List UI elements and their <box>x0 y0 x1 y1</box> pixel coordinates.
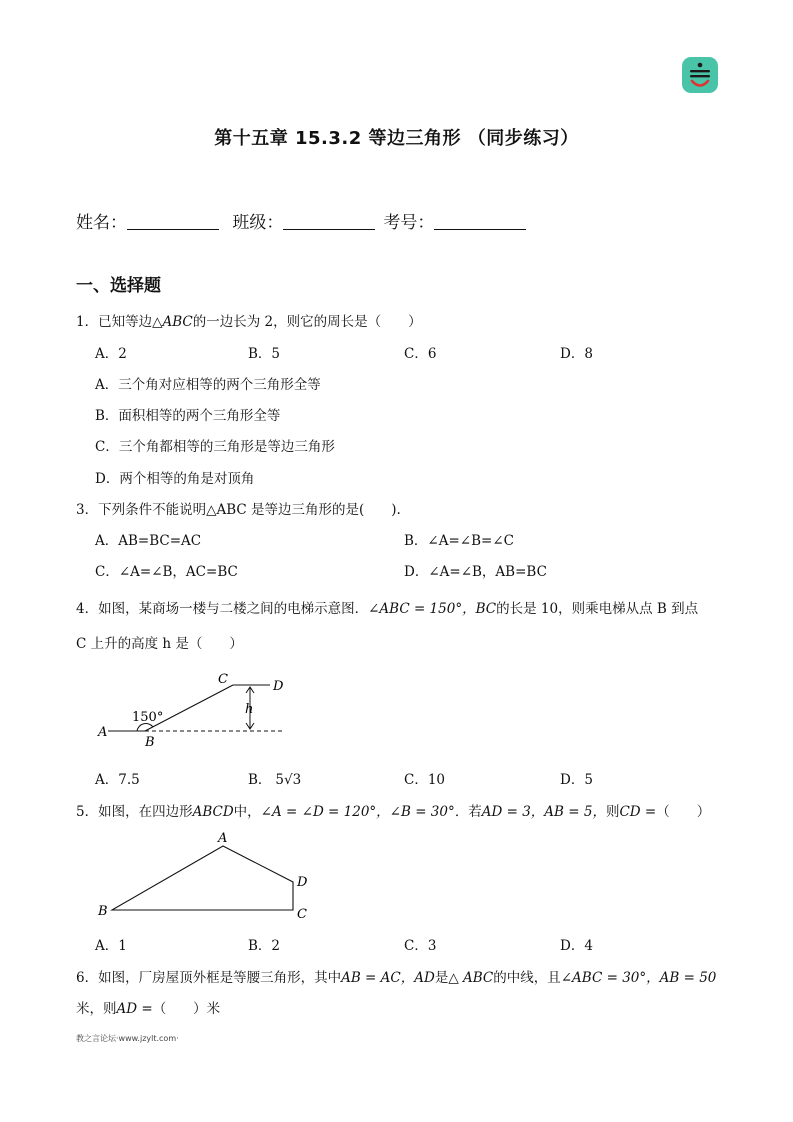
name-label: 姓名： <box>76 213 127 233</box>
q5-option-a[interactable]: A．1 <box>95 938 127 954</box>
label-c: C <box>297 907 307 922</box>
q5-option-b[interactable]: B．2 <box>248 938 281 954</box>
page-title: 第十五章 15.3.2 等边三角形 （同步练习） <box>214 128 579 149</box>
q3-option-c[interactable]: C．∠A=∠B，AC=BC <box>95 564 238 580</box>
q3-option-a[interactable]: A．AB=BC=AC <box>95 533 202 549</box>
q4-option-d[interactable]: D．5 <box>560 772 593 788</box>
question-6: 6．如图，厂房屋顶外框是等腰三角形，其中AB = AC，AD是△ ABC的中线，且∠ABC = 30°，AB = 50 <box>76 970 717 986</box>
label-d: D <box>297 875 308 890</box>
label-a: A <box>218 831 228 846</box>
q2-option-c[interactable]: C．三个角都相等的三角形是等边三角形 <box>95 439 335 455</box>
label-b: B <box>145 735 155 750</box>
exam-label: 考号： <box>383 213 435 233</box>
label-h: h <box>245 702 254 717</box>
app-logo-icon <box>682 57 718 93</box>
exam-number-field[interactable] <box>434 213 526 230</box>
q1-option-a[interactable]: A．2 <box>95 346 127 362</box>
q1-option-b[interactable]: B．5 <box>248 346 281 362</box>
q4-option-b[interactable]: B． 5√3 <box>248 772 302 788</box>
q1-option-c[interactable]: C．6 <box>404 346 437 362</box>
label-c: C <box>218 672 228 687</box>
question-1: 1．已知等边△ABC的一边长为 2，则它的周长是（ ） <box>76 314 422 330</box>
footer-watermark: 教之言论坛·www.jzylt.com· <box>76 1034 179 1043</box>
student-info-line <box>76 208 534 233</box>
q5-option-c[interactable]: C．3 <box>404 938 437 954</box>
quadrilateral-figure <box>92 828 322 928</box>
label-d: D <box>273 679 284 694</box>
question-4: 4．如图，某商场一楼与二楼之间的电梯示意图．∠ABC = 150°，BC的长是 10，则乘电梯从点 B 到点 <box>76 601 699 617</box>
label-b: B <box>98 904 108 919</box>
q2-option-b[interactable]: B．面积相等的两个三角形全等 <box>95 408 281 424</box>
q4-option-c[interactable]: C．10 <box>404 772 446 788</box>
angle-label: 150° <box>132 710 164 725</box>
q3-option-d[interactable]: D．∠A=∠B，AB=BC <box>404 564 547 580</box>
q2-option-d[interactable]: D．两个相等的角是对顶角 <box>95 471 255 487</box>
q3-option-b[interactable]: B．∠A=∠B=∠C <box>404 533 514 549</box>
q4-option-a[interactable]: A．7.5 <box>95 772 140 788</box>
q5-option-d[interactable]: D．4 <box>560 938 593 954</box>
label-a: A <box>98 725 108 740</box>
escalator-figure <box>90 668 300 750</box>
quadrilateral-shape <box>112 846 293 910</box>
q1-option-d[interactable]: D．8 <box>560 346 593 362</box>
question-4-line-2: C 上升的高度 h 是（ ） <box>76 636 243 652</box>
name-field[interactable] <box>127 213 219 230</box>
class-field[interactable] <box>283 213 375 230</box>
class-label: 班级： <box>232 213 284 233</box>
section-heading: 一、选择题 <box>76 276 161 296</box>
question-3: 3．下列条件不能说明△ABC 是等边三角形的是( ). <box>76 502 401 518</box>
question-5: 5．如图，在四边形ABCD中，∠A = ∠D = 120°，∠B = 30°．若AD = 3，AB = 5，则CD =（ ） <box>76 804 711 820</box>
question-6-line-2: 米，则AD =（ ）米 <box>76 1001 221 1017</box>
q2-option-a[interactable]: A．三个角对应相等的两个三角形全等 <box>95 377 321 393</box>
